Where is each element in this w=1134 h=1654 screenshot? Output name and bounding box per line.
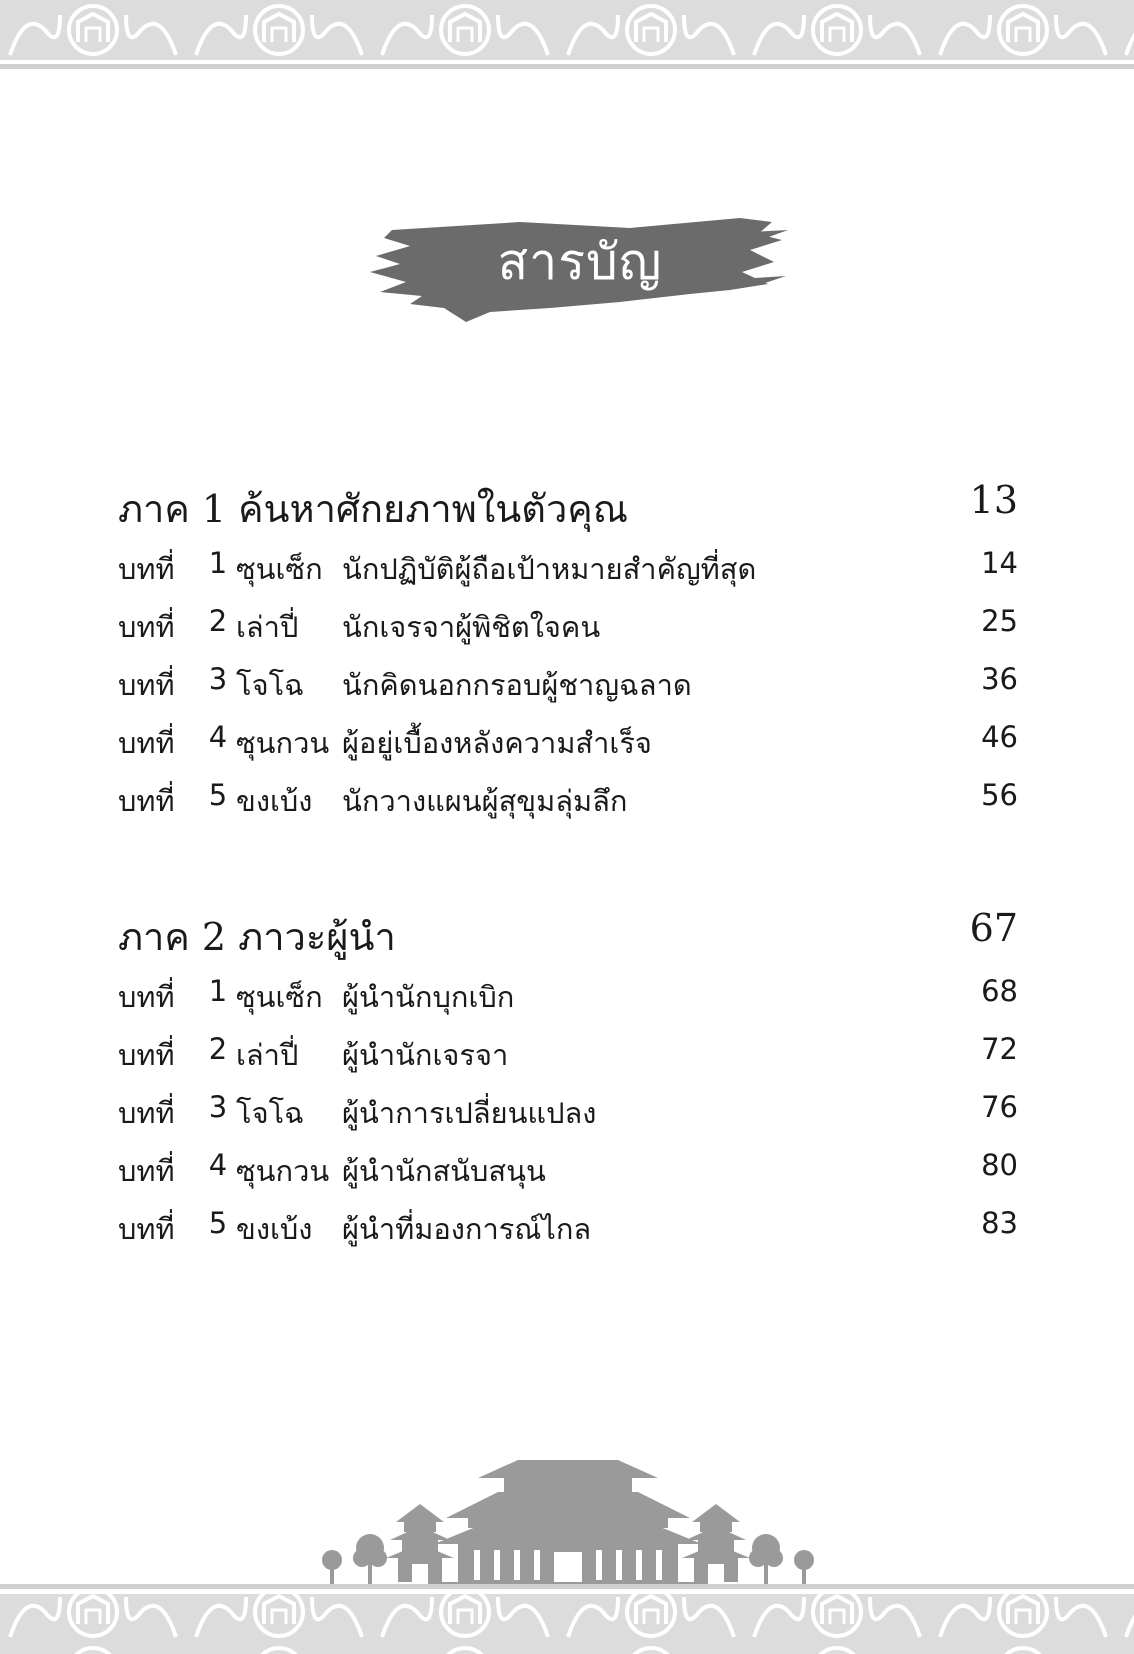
chapter-page-number: 68	[981, 974, 1018, 1008]
chapter-title: ผู้นำการเปลี่ยนแปลง	[342, 1096, 597, 1130]
chapter-number: 5	[208, 778, 228, 812]
chapter-character: ซุนเซ็ก	[236, 980, 323, 1014]
chapter-character: ขงเบ้ง	[236, 784, 313, 818]
chapter-word: บทที่	[118, 610, 175, 644]
chapter-character: ขงเบ้ง	[236, 1212, 313, 1246]
chapter-character: โจโฉ	[236, 668, 304, 702]
chapter-entry	[118, 662, 1018, 712]
chapter-character: ซุนกวน	[236, 1154, 330, 1188]
chapter-character: เล่าปี่	[236, 1038, 299, 1072]
chapter-page-number: 76	[981, 1090, 1018, 1124]
chapter-title: ผู้นำนักเจรจา	[342, 1038, 509, 1072]
chapter-word: บทที่	[118, 784, 175, 818]
chapter-number: 4	[208, 720, 228, 754]
chapter-word: บทที่	[118, 1038, 175, 1072]
chapter-word: บทที่	[118, 1154, 175, 1188]
part-heading	[118, 906, 1018, 964]
temple-illustration	[318, 1460, 818, 1590]
chapter-page-number: 25	[981, 604, 1018, 638]
chapter-character: ซุนกวน	[236, 726, 330, 760]
chapter-word: บทที่	[118, 726, 175, 760]
chapter-number: 2	[208, 604, 228, 638]
part-title: ภาค 1 ค้นหาศักยภาพในตัวคุณ	[118, 487, 628, 531]
chapter-page-number: 36	[981, 662, 1018, 696]
chapter-number: 3	[208, 1090, 228, 1124]
chapter-title: ผู้นำนักสนับสนุน	[342, 1154, 546, 1188]
chapter-page-number: 80	[981, 1148, 1018, 1182]
chapter-number: 2	[208, 1032, 228, 1066]
chapter-title: ผู้นำนักบุกเบิก	[342, 980, 515, 1014]
part-heading	[118, 478, 1018, 536]
table-of-contents	[118, 0, 1018, 1300]
chapter-entry	[118, 1032, 1018, 1082]
chapter-word: บทที่	[118, 552, 175, 586]
bottom-ornament-band	[0, 1582, 1134, 1654]
chapter-entry	[118, 1090, 1018, 1140]
chapter-number: 1	[208, 546, 228, 580]
chapter-entry	[118, 1206, 1018, 1256]
chapter-entry	[118, 720, 1018, 770]
part-page-number: 13	[969, 478, 1018, 522]
chapter-word: บทที่	[118, 668, 175, 702]
chapter-title: นักวางแผนผู้สุขุมลุ่มลึก	[342, 784, 628, 818]
chapter-entry	[118, 1148, 1018, 1198]
chapter-title: ผู้อยู่เบื้องหลังความสำเร็จ	[342, 726, 652, 760]
chapter-title: นักคิดนอกกรอบผู้ชาญฉลาด	[342, 668, 692, 702]
chapter-character: โจโฉ	[236, 1096, 304, 1130]
chapter-word: บทที่	[118, 1212, 175, 1246]
chapter-number: 5	[208, 1206, 228, 1240]
chapter-entry	[118, 604, 1018, 654]
chapter-character: ซุนเซ็ก	[236, 552, 323, 586]
chapter-title: นักปฏิบัติผู้ถือเป้าหมายสำคัญที่สุด	[342, 552, 757, 586]
chapter-word: บทที่	[118, 1096, 175, 1130]
chapter-character: เล่าปี่	[236, 610, 299, 644]
part-title: ภาค 2 ภาวะผู้นำ	[118, 915, 396, 959]
chapter-page-number: 56	[981, 778, 1018, 812]
chapter-entry	[118, 546, 1018, 596]
chapter-number: 4	[208, 1148, 228, 1182]
chapter-page-number: 72	[981, 1032, 1018, 1066]
chapter-number: 1	[208, 974, 228, 1008]
page-title: สารบัญ	[497, 232, 663, 291]
chapter-number: 3	[208, 662, 228, 696]
chapter-title: นักเจรจาผู้พิชิตใจคน	[342, 610, 601, 644]
chapter-word: บทที่	[118, 980, 175, 1014]
chapter-entry	[118, 778, 1018, 828]
part-page-number: 67	[969, 906, 1018, 950]
chapter-page-number: 46	[981, 720, 1018, 754]
chapter-page-number: 83	[981, 1206, 1018, 1240]
chapter-page-number: 14	[981, 546, 1018, 580]
chapter-entry	[118, 974, 1018, 1024]
chapter-title: ผู้นำที่มองการณ์ไกล	[342, 1212, 592, 1246]
